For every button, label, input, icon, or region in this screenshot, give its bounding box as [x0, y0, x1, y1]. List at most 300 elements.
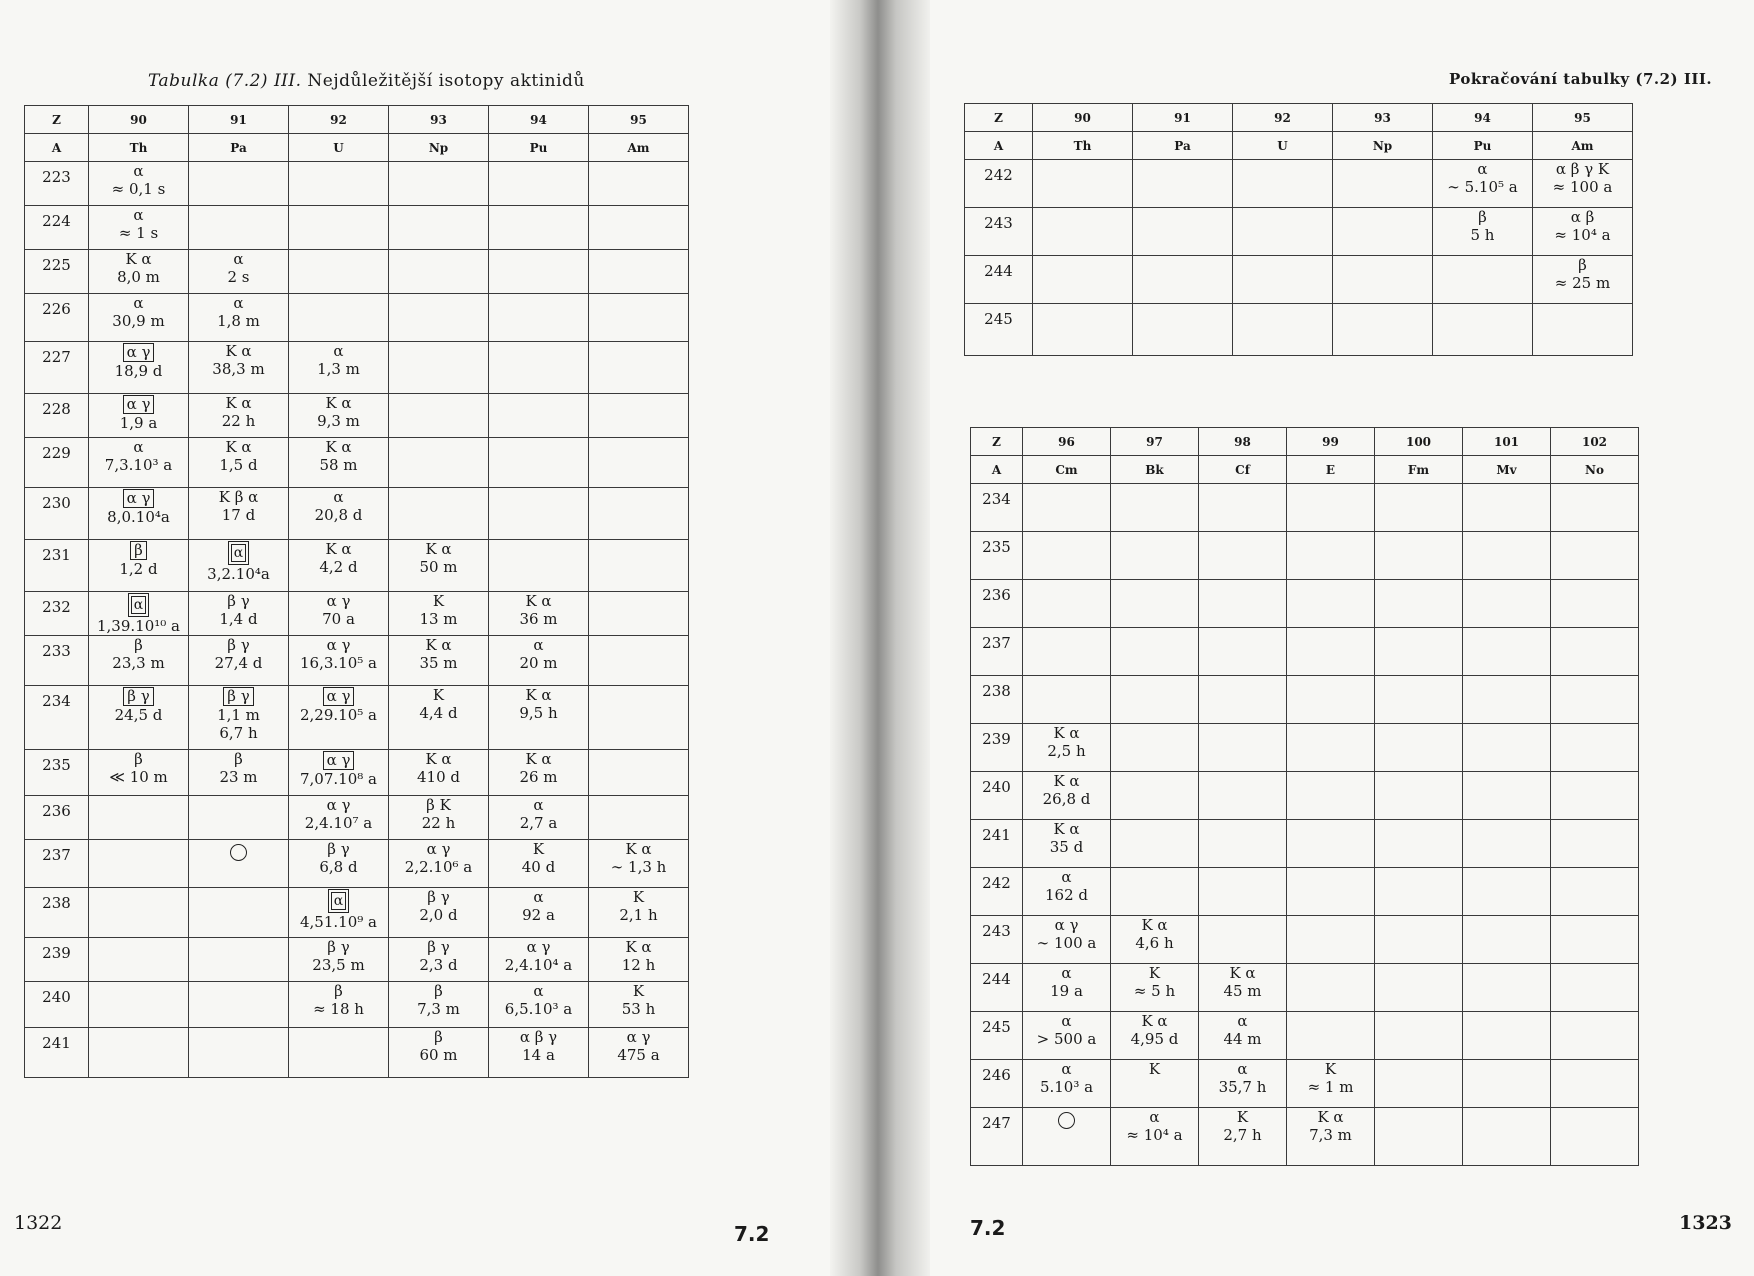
isotope-cell — [589, 1028, 689, 1078]
decay-mode: β — [134, 636, 143, 654]
decay-mode: K α — [225, 438, 252, 456]
decay-mode: β — [1578, 256, 1587, 274]
empty-cell — [589, 342, 689, 394]
decay-mode: K α — [325, 394, 352, 412]
isotope-cell — [489, 796, 589, 840]
table-row — [971, 868, 1639, 916]
empty-cell — [1023, 676, 1111, 724]
decay-mode: β γ — [427, 888, 450, 906]
half-life: 1,9 a — [119, 414, 158, 432]
half-life: 53 h — [621, 1000, 656, 1018]
empty-cell — [1333, 208, 1433, 256]
isotope-cell — [189, 686, 289, 750]
half-life: 23 m — [219, 768, 258, 786]
decay-mode: β — [334, 982, 343, 1000]
half-life: 26,8 d — [1042, 790, 1091, 808]
isotope-cell — [1111, 964, 1199, 1012]
decay-mode: α — [233, 294, 244, 312]
empty-cell — [489, 294, 589, 342]
empty-cell — [89, 938, 189, 982]
empty-cell — [1287, 628, 1375, 676]
empty-cell — [1033, 256, 1133, 304]
empty-cell — [1199, 868, 1287, 916]
empty-cell — [1551, 580, 1639, 628]
half-life: 4,51.10⁹ a — [300, 913, 377, 931]
decay-mode: K α — [425, 540, 452, 558]
element-symbol-header: U — [289, 134, 389, 162]
decay-mode: K — [432, 592, 445, 610]
mass-number-cell: 245 — [971, 1012, 1023, 1060]
empty-cell — [1551, 628, 1639, 676]
isotope-cell — [189, 438, 289, 488]
half-life: 2,2.10⁶ a — [404, 858, 473, 876]
decay-mode: β γ — [327, 938, 350, 956]
mass-number-cell: 237 — [971, 628, 1023, 676]
half-life: 1,5 d — [219, 456, 258, 474]
element-symbol-header: Bk — [1111, 456, 1199, 484]
half-life: 2 s — [227, 268, 250, 286]
isotope-cell — [289, 540, 389, 592]
decay-mode — [189, 540, 288, 565]
left-page — [0, 0, 850, 1276]
isotope-cell — [589, 888, 689, 938]
table-row — [25, 394, 689, 438]
empty-cell — [1133, 208, 1233, 256]
half-life: 1,4 d — [219, 610, 258, 628]
empty-cell — [289, 206, 389, 250]
empty-cell — [1551, 532, 1639, 580]
half-life: 38,3 m — [212, 360, 265, 378]
table-row — [971, 1012, 1639, 1060]
atomic-number-header: 94 — [1433, 104, 1533, 132]
table-row — [25, 686, 689, 750]
isotope-cell — [389, 1028, 489, 1078]
decay-mode: α — [533, 796, 544, 814]
atomic-number-header: 97 — [1111, 428, 1199, 456]
isotope-cell — [1199, 1060, 1287, 1108]
half-life: 35,7 h — [1218, 1078, 1267, 1096]
atomic-number-header: 95 — [589, 106, 689, 134]
empty-cell — [1111, 532, 1199, 580]
isotope-cell — [389, 592, 489, 636]
isotope-table-right-bottom — [970, 427, 1639, 1166]
empty-cell — [1233, 208, 1333, 256]
empty-cell — [589, 488, 689, 540]
isotope-cell — [189, 636, 289, 686]
decay-mode — [89, 342, 188, 362]
decay-mode — [289, 750, 388, 770]
half-life: 14 a — [522, 1046, 555, 1064]
isotope-cell — [1023, 772, 1111, 820]
isotope-cell — [1023, 820, 1111, 868]
mass-number-cell: 246 — [971, 1060, 1023, 1108]
isotope-table-left — [24, 105, 689, 1078]
empty-cell — [189, 982, 289, 1028]
decay-mode — [189, 686, 288, 706]
isotope-cell — [189, 394, 289, 438]
boxed-decay-mode: α γ — [323, 751, 355, 770]
half-life: ∼ 1,3 h — [610, 858, 667, 876]
isotope-cell — [89, 750, 189, 796]
decay-mode — [89, 540, 188, 560]
isotope-cell — [289, 488, 389, 540]
table-row — [25, 982, 689, 1028]
empty-cell — [1111, 724, 1199, 772]
atomic-number-header: 92 — [1233, 104, 1333, 132]
empty-cell — [489, 394, 589, 438]
empty-cell — [1375, 1108, 1463, 1166]
table-row — [971, 820, 1639, 868]
empty-cell — [1463, 820, 1551, 868]
empty-cell — [1023, 484, 1111, 532]
element-symbol-header: Pa — [1133, 132, 1233, 160]
decay-mode: α γ — [526, 938, 551, 956]
empty-cell — [1287, 772, 1375, 820]
decay-mode: α — [1061, 868, 1072, 886]
boxed-decay-mode: α γ — [123, 343, 155, 362]
isotope-cell — [1023, 1060, 1111, 1108]
isotope-cell — [289, 750, 389, 796]
decay-mode: α — [333, 488, 344, 506]
empty-cell — [1133, 256, 1233, 304]
empty-cell — [1287, 820, 1375, 868]
atomic-number-header: 93 — [389, 106, 489, 134]
isotope-cell — [489, 636, 589, 686]
empty-cell — [1111, 628, 1199, 676]
decay-mode: K α — [425, 636, 452, 654]
isotope-cell — [189, 750, 289, 796]
empty-cell — [489, 206, 589, 250]
half-life: 58 m — [319, 456, 358, 474]
isotope-cell — [489, 888, 589, 938]
mass-number-cell: 224 — [25, 206, 89, 250]
empty-cell — [1287, 676, 1375, 724]
isotope-cell — [1023, 1012, 1111, 1060]
empty-cell — [389, 250, 489, 294]
empty-cell — [89, 982, 189, 1028]
decay-mode: β — [134, 750, 143, 768]
half-life: 35 m — [419, 654, 458, 672]
table-row — [971, 1108, 1639, 1166]
half-life: 7,3 m — [417, 1000, 460, 1018]
boxed-decay-mode: α γ — [123, 395, 155, 414]
half-life: 8,0 m — [117, 268, 160, 286]
mass-number-cell: 229 — [25, 438, 89, 488]
element-symbol-header: Np — [389, 134, 489, 162]
decay-mode: K α — [125, 250, 152, 268]
empty-cell — [589, 294, 689, 342]
isotope-cell — [589, 938, 689, 982]
mass-number-cell: 235 — [25, 750, 89, 796]
table-row — [965, 256, 1633, 304]
isotope-cell — [289, 438, 389, 488]
mass-number-cell: 230 — [25, 488, 89, 540]
atomic-number-header: 99 — [1287, 428, 1375, 456]
mass-number-cell: 226 — [25, 294, 89, 342]
half-life: 20,8 d — [314, 506, 363, 524]
decay-mode: K α — [425, 750, 452, 768]
decay-mode: α — [1149, 1108, 1160, 1126]
empty-cell — [1287, 724, 1375, 772]
element-symbol-header: Am — [1533, 132, 1633, 160]
half-life: 2,3 d — [419, 956, 458, 974]
empty-cell — [389, 438, 489, 488]
isotope-cell — [289, 888, 389, 938]
half-life: 1,39.10¹⁰ a — [97, 617, 180, 635]
empty-cell — [1463, 1012, 1551, 1060]
half-life: 2,4.10⁷ a — [304, 814, 373, 832]
empty-cell — [1287, 964, 1375, 1012]
isotope-cell — [89, 636, 189, 686]
decay-mode: K α — [1141, 1012, 1168, 1030]
empty-cell — [1375, 580, 1463, 628]
half-life: ≈ 18 h — [313, 1000, 364, 1018]
table-row — [971, 628, 1639, 676]
empty-cell — [1111, 772, 1199, 820]
isotope-cell — [389, 938, 489, 982]
isotope-cell — [489, 686, 589, 750]
half-life: 7,3 m — [1309, 1126, 1352, 1144]
decay-mode: β γ — [227, 592, 250, 610]
empty-cell — [1463, 628, 1551, 676]
empty-cell — [1199, 724, 1287, 772]
mass-number-cell: 245 — [965, 304, 1033, 356]
decay-mode: α β — [1570, 208, 1595, 226]
half-life: 92 a — [522, 906, 555, 924]
table-row — [965, 304, 1633, 356]
table-row — [971, 724, 1639, 772]
decay-mode: K α — [525, 750, 552, 768]
empty-cell — [1023, 532, 1111, 580]
mass-number-cell: 241 — [971, 820, 1023, 868]
isotope-cell — [589, 840, 689, 888]
a-label: A — [971, 456, 1023, 484]
half-life: 2,1 h — [619, 906, 658, 924]
open-circle-icon — [1058, 1112, 1075, 1129]
half-life: 1,2 d — [119, 560, 158, 578]
boxed-decay-mode: α γ — [123, 489, 155, 508]
empty-cell — [1333, 256, 1433, 304]
mass-number-cell: 238 — [25, 888, 89, 938]
half-life: 19 a — [1050, 982, 1083, 1000]
half-life: > 500 a — [1036, 1030, 1097, 1048]
half-life: 12 h — [621, 956, 656, 974]
half-life: 20 m — [519, 654, 558, 672]
mass-number-cell: 243 — [971, 916, 1023, 964]
isotope-cell — [189, 250, 289, 294]
empty-cell — [1111, 580, 1199, 628]
decay-mode: K α — [625, 840, 652, 858]
isotope-cell — [189, 840, 289, 888]
empty-cell — [89, 1028, 189, 1078]
element-symbol-header: Th — [89, 134, 189, 162]
empty-cell — [1375, 916, 1463, 964]
table-row — [25, 938, 689, 982]
isotope-cell — [1023, 916, 1111, 964]
decay-mode: K α — [625, 938, 652, 956]
empty-cell — [189, 206, 289, 250]
isotope-cell — [389, 840, 489, 888]
decay-mode: K — [632, 982, 645, 1000]
empty-cell — [1463, 868, 1551, 916]
decay-mode: K β α — [218, 488, 259, 506]
empty-cell — [1133, 160, 1233, 208]
half-life: 17 d — [221, 506, 256, 524]
decay-mode: K α — [225, 342, 252, 360]
isotope-cell — [389, 540, 489, 592]
mass-number-cell: 240 — [971, 772, 1023, 820]
empty-cell — [489, 342, 589, 394]
caption-title: Nejdůležitější isotopy aktinidů — [301, 71, 585, 91]
half-life: ≈ 1 m — [1307, 1078, 1354, 1096]
isotope-cell — [89, 540, 189, 592]
decay-mode: K α — [1317, 1108, 1344, 1126]
decay-mode: α γ — [626, 1028, 651, 1046]
isotope-cell — [89, 294, 189, 342]
empty-cell — [589, 438, 689, 488]
empty-cell — [1287, 868, 1375, 916]
element-symbol-header: Pu — [1433, 132, 1533, 160]
isotope-cell — [89, 162, 189, 206]
decay-mode: α — [233, 250, 244, 268]
table-row — [25, 206, 689, 250]
table-row — [25, 636, 689, 686]
empty-cell — [1233, 160, 1333, 208]
half-life: 24,5 d — [114, 706, 163, 724]
element-symbol-header: E — [1287, 456, 1375, 484]
table-row — [25, 750, 689, 796]
decay-mode: α — [533, 888, 544, 906]
empty-cell — [389, 206, 489, 250]
half-life: 70 a — [322, 610, 355, 628]
half-life: 36 m — [519, 610, 558, 628]
isotope-cell — [89, 342, 189, 394]
table-row — [25, 796, 689, 840]
isotope-cell — [389, 888, 489, 938]
half-life: ≈ 10⁴ a — [1554, 226, 1611, 244]
atomic-number-header: 95 — [1533, 104, 1633, 132]
table-row — [971, 916, 1639, 964]
table-row — [25, 888, 689, 938]
empty-cell — [1551, 724, 1639, 772]
atomic-number-header: 96 — [1023, 428, 1111, 456]
table-row — [971, 676, 1639, 724]
decay-mode: K α — [1229, 964, 1256, 982]
empty-cell — [1375, 772, 1463, 820]
half-life: 2,4.10⁴ a — [504, 956, 573, 974]
double-boxed-decay-mode — [128, 593, 149, 617]
isotope-cell — [1023, 868, 1111, 916]
mass-number-cell: 228 — [25, 394, 89, 438]
empty-cell — [1551, 484, 1639, 532]
decay-mode: α β γ K — [1555, 160, 1610, 178]
empty-cell — [589, 796, 689, 840]
empty-cell — [89, 888, 189, 938]
decay-mode: K α — [225, 394, 252, 412]
empty-cell — [389, 488, 489, 540]
boxed-decay-mode: β γ — [223, 687, 253, 706]
empty-cell — [1111, 868, 1199, 916]
empty-cell — [1375, 820, 1463, 868]
mass-number-cell: 242 — [971, 868, 1023, 916]
table-caption — [148, 71, 585, 91]
isotope-cell — [289, 636, 389, 686]
mass-number-cell: 234 — [25, 686, 89, 750]
mass-number-cell: 233 — [25, 636, 89, 686]
empty-cell — [189, 938, 289, 982]
isotope-cell — [89, 438, 189, 488]
double-boxed-decay-mode — [228, 541, 249, 565]
isotope-cell — [1111, 1108, 1199, 1166]
element-header-row — [25, 134, 689, 162]
half-life: 35 d — [1049, 838, 1084, 856]
empty-cell — [1375, 964, 1463, 1012]
empty-cell — [1463, 1060, 1551, 1108]
decay-mode: α — [333, 342, 344, 360]
atomic-number-header: 101 — [1463, 428, 1551, 456]
isotope-cell — [1533, 160, 1633, 208]
half-life: 4,95 d — [1130, 1030, 1179, 1048]
isotope-cell — [1199, 1012, 1287, 1060]
element-symbol-header: Np — [1333, 132, 1433, 160]
half-life: 22 h — [421, 814, 456, 832]
isotope-cell — [89, 592, 189, 636]
half-life: 7,3.10³ a — [104, 456, 173, 474]
isotope-cell — [289, 796, 389, 840]
decay-mode: K α — [1053, 772, 1080, 790]
empty-cell — [1333, 160, 1433, 208]
table-row — [965, 208, 1633, 256]
half-life: 4,2 d — [319, 558, 358, 576]
isotope-cell — [1533, 256, 1633, 304]
decay-mode: α — [133, 162, 144, 180]
decay-mode: K α — [325, 540, 352, 558]
isotope-cell — [1023, 1108, 1111, 1166]
table-row — [25, 438, 689, 488]
empty-cell — [589, 250, 689, 294]
z-header-row — [25, 106, 689, 134]
empty-cell — [1375, 484, 1463, 532]
decay-mode: α — [1237, 1060, 1248, 1078]
decay-mode: β — [434, 982, 443, 1000]
decay-mode — [89, 394, 188, 414]
decay-mode: K — [532, 840, 545, 858]
isotope-cell — [289, 686, 389, 750]
isotope-cell — [389, 796, 489, 840]
isotope-cell — [1023, 964, 1111, 1012]
half-life: 1,3 m — [317, 360, 360, 378]
z-header-row — [965, 104, 1633, 132]
isotope-cell — [189, 540, 289, 592]
empty-cell — [1433, 304, 1533, 356]
a-label: A — [25, 134, 89, 162]
empty-cell — [1551, 868, 1639, 916]
empty-cell — [289, 162, 389, 206]
half-life: 13 m — [419, 610, 458, 628]
isotope-cell — [189, 294, 289, 342]
decay-mode: α — [1061, 1012, 1072, 1030]
half-life: 45 m — [1223, 982, 1262, 1000]
isotope-cell — [289, 394, 389, 438]
empty-cell — [1287, 484, 1375, 532]
empty-cell — [589, 636, 689, 686]
mass-number-cell: 239 — [971, 724, 1023, 772]
empty-cell — [1551, 1060, 1639, 1108]
empty-cell — [89, 840, 189, 888]
decay-mode: α — [133, 206, 144, 224]
empty-cell — [1463, 772, 1551, 820]
empty-cell — [1551, 916, 1639, 964]
